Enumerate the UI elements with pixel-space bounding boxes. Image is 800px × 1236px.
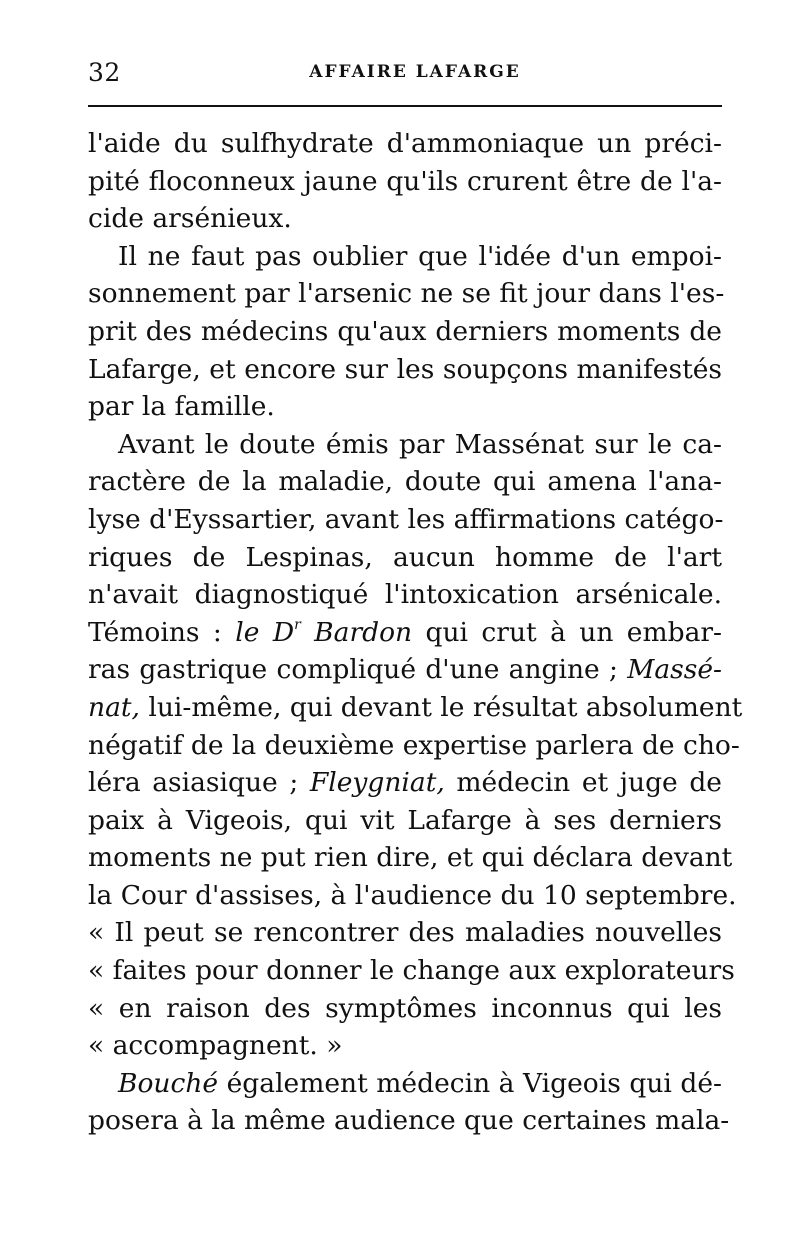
text-line [88,651,722,689]
text-run: léra asiasique ; [88,767,310,799]
text-line: sonnement par l'arsenic ne se fit jour dans l'es- [88,278,725,310]
text-line: Lafarge, et encore sur les soupçons manifestés [88,353,722,385]
text-line [88,764,722,802]
text-run: ras gastrique compliqué d'une angine ; [88,654,628,686]
quote-line: « en raison des symptômes inconnus qui les [88,992,722,1024]
text-line: prit des médecins qu'aux derniers moments de [88,315,722,347]
text-run: lui-même, qui devant le résultat absolument [139,691,743,723]
text-run: également médecin à Vigeois qui dé- [218,1067,722,1099]
page-number: 32 [88,58,121,87]
text-line: posera à la même audience que certaines mala- [88,1105,730,1137]
text-line: par la famille. [88,391,275,423]
text-line: ractère de la maladie, doute qui amena l'ana- [88,466,722,498]
text-line: cide arsénieux. [88,203,292,235]
text-line: n'avait diagnostiqué l'intoxication arsénicale. [88,579,722,611]
italic-run: le D [235,616,295,648]
text-line [88,614,722,652]
text-line: négatif de la deuxième expertise parlera de cho- [88,729,740,761]
page-header [88,58,722,92]
body-text [88,125,743,1140]
text-line: pité floconneux jaune qu'ils crurent être de l'a- [88,165,722,197]
text-line: l'aide du sulfhydrate d'ammoniaque un préci- [88,128,722,159]
quote-line: « Il peut se rencontrer des maladies nouvelles [88,917,722,949]
text-run: qui crut à un embar- [412,616,722,648]
text-line: paix à Vigeois, qui vit Lafarge à ses derniers [88,804,722,836]
text-line: Avant le doute émis par Massénat sur le ca- [118,428,722,460]
italic-name: Massé- [627,654,722,686]
italic-name: Fleygniat, [309,767,445,799]
superscript: r [294,616,301,633]
text-line [88,689,743,727]
text-line: riques de Lespinas, aucun homme de l'art [88,541,722,573]
italic-name: Bouché [118,1067,219,1099]
italic-run: Bardon [300,616,413,648]
text-line: la Cour d'assises, à l'audience du 10 septembre. [88,879,737,911]
quote-line: « faites pour donner le change aux explorateurs [88,955,735,987]
running-title: AFFAIRE LAFARGE [309,62,521,82]
text-run: médecin et juge de [444,767,722,799]
text-line: moments ne put rien dire, et qui déclara devant [88,842,733,874]
text-run: Témoins : [88,616,236,648]
text-line: lyse d'Eyssartier, avant les affirmations catégo- [88,503,724,535]
text-line: Il ne faut pas oublier que l'idée d'un empoi- [118,240,722,272]
header-rule [88,105,722,107]
italic-name: nat, [88,691,140,723]
italic-name [235,617,412,648]
quote-line: « accompagnent. » [88,1030,343,1062]
text-line [88,1065,722,1103]
